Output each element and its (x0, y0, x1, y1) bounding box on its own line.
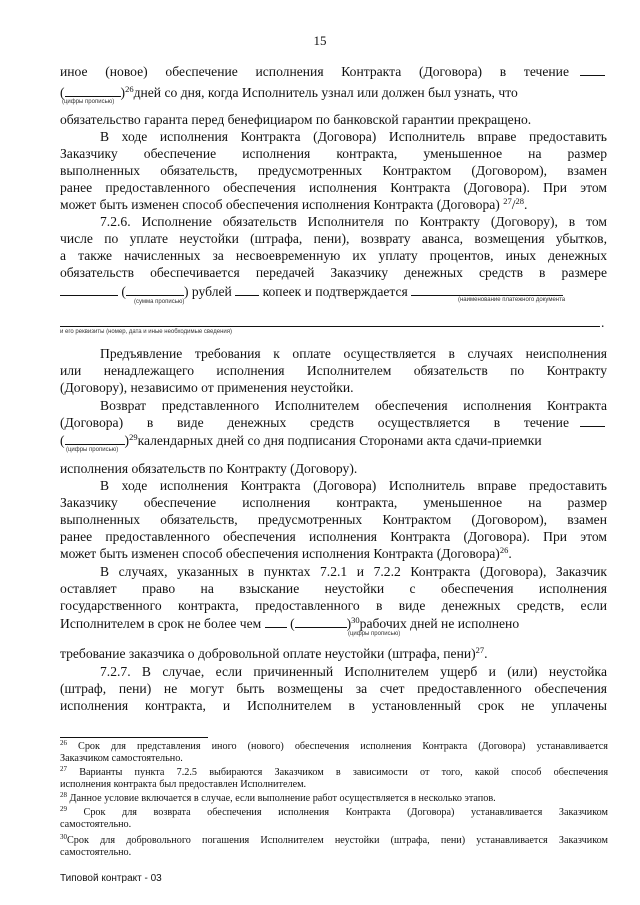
blank-field (265, 615, 287, 628)
text-line: В случаях, указанных в пунктах 7.2.1 и 7.2.2 Контракта (Договора), Заказчик (100, 564, 607, 579)
period: . (601, 315, 605, 330)
text-line: выполненных обязательств, предусмотренных Контрактом (Договором), взамен (60, 512, 607, 527)
footnote-27-cont: исполнения контракта был предоставлен Исполнителем. (60, 779, 307, 790)
field-hint: (цифры прописью) (348, 631, 401, 637)
footnote-ref: 30 (351, 615, 360, 625)
text-line: исполнения контракта, и Исполнителем в установленный срок не уплачены (60, 698, 607, 713)
text-line: Заказчику обеспечение исполнения контракта, уменьшенное на размер (60, 495, 607, 510)
footnote-30: $^{30}$Срок для добровольного погашения Исполнителем неустойки (штрафа, пени) устанавливается Заказчиком (60, 833, 608, 846)
field-hint: и его реквизиты (номер, дата и иные необходимые сведения) (60, 329, 232, 335)
text-line: 7.2.7. В случае, если причиненный Исполнителем ущерб и (или) неустойка (100, 664, 607, 679)
text-line: Возврат представленного Исполнителем обеспечения исполнения Контракта (100, 398, 607, 413)
blank-field (580, 414, 605, 427)
blank-rule (60, 326, 600, 327)
page-number: 15 (313, 33, 327, 48)
footnote-ref: 26 (499, 545, 509, 555)
footnote-26-cont: Заказчиком самостоятельно. (60, 753, 183, 764)
footnote-ref: 29 (129, 432, 138, 442)
blank-field (65, 432, 125, 445)
text-line: В ходе исполнения Контракта (Договора) Исполнитель вправе предоставить (100, 478, 607, 493)
text-line: (Договора) в виде денежных средств осуществляется в течение (60, 415, 569, 430)
footnote-28: $^{28}$ Данное условие включается в случае, если выполнение работ осуществляется в несколько этапов. (60, 791, 496, 804)
text-line: требование заказчика о добровольной оплате неустойки (штрафа, пени)$^{27}$. (60, 645, 488, 661)
blank-field (580, 63, 605, 76)
text-line: ( )$^{26}$дней со дня, когда Исполнитель узнал или должен был узнать, что (60, 84, 518, 100)
footnote-26: $^{26}$ Срок для представления иного (нового) обеспечения исполнения Контракта (Договора) устанавливается (60, 739, 608, 752)
text-line: 7.2.6. Исполнение обязательств Исполнителя по Контракту (Договору), в том (100, 214, 607, 229)
text-line: оставляет право на взыскание неустойки с обеспечения исполнения (60, 581, 607, 596)
footnote-27: $^{27}$ Варианты пункта 7.2.5 выбираются Заказчиком в зависимости от того, какой способ обеспечения (60, 765, 609, 778)
text-line: ранее предоставленного обеспечения исполнения Контракта (Договора). При этом (60, 529, 607, 544)
text-line: обязательство гаранта перед бенефициаром по банковской гарантии прекращено. (60, 112, 532, 127)
field-hint: (цифры прописью) (62, 99, 115, 105)
blank-field (411, 283, 563, 296)
text-line: Исполнителем в срок не более чем ( )$^{30}$рабочих дней не исполнено (60, 615, 520, 631)
text-line: (Договору), независимо от применения неустойки. (60, 380, 354, 395)
blank-field (60, 283, 118, 296)
footnote-ref: 26 (125, 84, 134, 94)
text-line: исполнения обязательств по Контракту (Договору). (60, 461, 358, 476)
text-line: может быть изменен способ обеспечения исполнения Контракта (Договора)$^{26}$. (60, 545, 512, 561)
footnote-29-cont: самостоятельно. (60, 819, 132, 830)
footnote-ref: 27 (475, 645, 485, 655)
blank-field (65, 84, 121, 97)
footnote-30-cont: самостоятельно. (60, 847, 132, 858)
text-line: числе по уплате неустойки (штрафа, пени), возврату аванса, возмещения убытков, (60, 231, 607, 246)
text-line: ранее предоставленного обеспечения исполнения Контракта (Договора). При этом (60, 180, 607, 195)
blank-field (295, 615, 347, 628)
footnote-separator (60, 737, 208, 738)
document-footer: Типовой контракт - 03 (60, 873, 162, 884)
text-line: (штраф, пени) не могут быть возмещены за счет предоставленного обеспечения (60, 681, 607, 696)
text-line: ( ) рублей копеек и подтверждается (60, 283, 563, 300)
text-line: В ходе исполнения Контракта (Договора) Исполнитель вправе предоставить (100, 129, 607, 144)
text-line: или ненадлежащего исполнения Исполнителем обязательств по Контракту (60, 363, 607, 378)
text-line: ( )$^{29}$календарных дней со дня подписания Сторонами акта сдачи-приемки (60, 432, 542, 448)
footnote-ref: 27 (503, 196, 512, 206)
text-line: обязательств обеспечивается передачей Заказчику денежных средств в размере (60, 265, 607, 280)
field-hint: (сумма прописью) (134, 299, 185, 305)
field-hint: (цифры прописью) (66, 447, 119, 453)
text-line: Предъявление требования к оплате осуществляется в случаях неисполнения (100, 346, 607, 361)
text-line: может быть изменен способ обеспечения исполнения Контракта (Договора) $^{27}$/$^{28}$. (60, 196, 528, 212)
text-line: Заказчику обеспечение исполнения контракта, уменьшенное на размер (60, 146, 607, 161)
field-hint: (наименование платежного документа (458, 297, 566, 303)
text-line: а также начисленных за несвоевременную их уплату процентов, иных денежных (60, 248, 607, 263)
footnote-29: $^{29}$ Срок для возврата обеспечения исполнения Контракта (Договора) устанавливается Заказчиком (60, 805, 609, 818)
blank-field (126, 283, 184, 296)
text-line: выполненных обязательств, предусмотренных Контрактом (Договором), взамен (60, 163, 607, 178)
footnote-ref: 28 (515, 196, 525, 206)
text-line: иное (новое) обеспечение исполнения Контракта (Договора) в течение (60, 64, 569, 79)
text-line: государственного контракта, предоставленного в виде денежных средств, если (60, 598, 607, 613)
blank-field (235, 283, 259, 296)
